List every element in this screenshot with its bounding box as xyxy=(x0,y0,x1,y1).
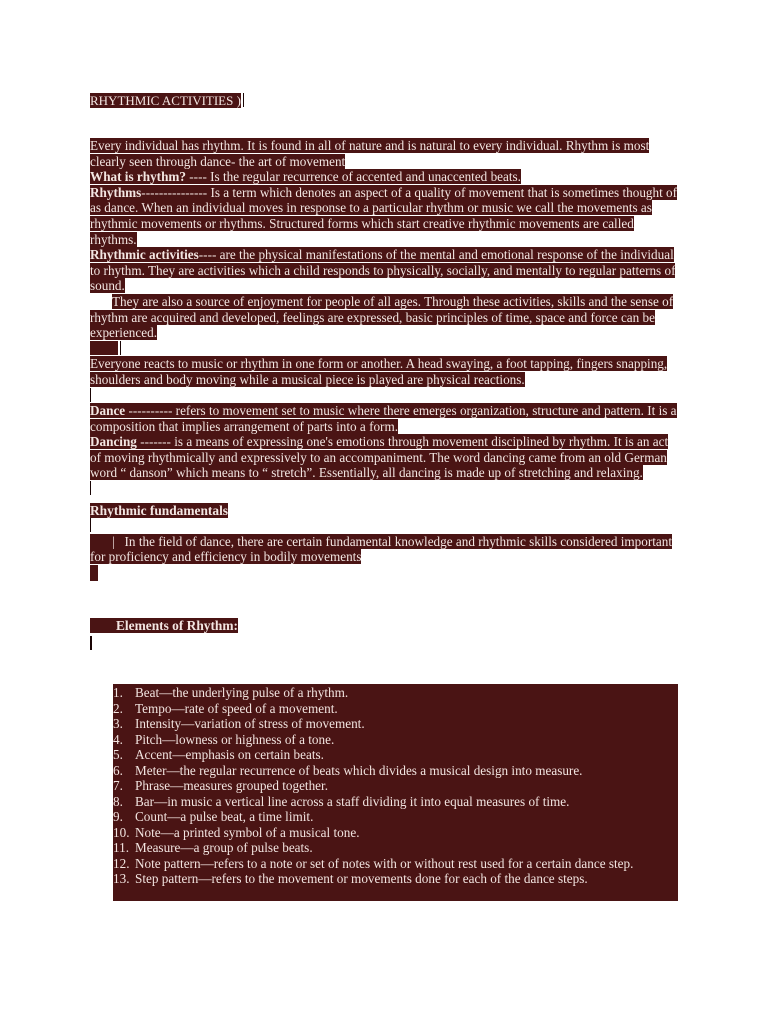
fundamentals-paragraph: | In the field of dance, there are certain fundamental knowledge and rhythmic skills considered important for proficiency and efficiency in bodily movements xyxy=(90,533,672,565)
list-item-text: Note pattern—refers to a note or set of notes with or without rest used for a certain dance step. xyxy=(135,855,634,871)
list-item xyxy=(113,809,673,825)
dance-text: ---------- refers to movement set to music where there emerges organization, structure and pattern. It is a composition that implies arrangement of parts into a form. xyxy=(90,403,677,434)
list-item-text: Note—a printed symbol of a musical tone. xyxy=(135,824,360,840)
elements-heading xyxy=(90,618,238,634)
list-item xyxy=(113,685,673,701)
list-item xyxy=(113,716,673,732)
reacts-text: Everyone reacts to music or rhythm in one form or another. A head swaying, a foot tapping, fingers snapping, shoulders and body moving while a musical piece is played are physical reactions. xyxy=(90,356,668,387)
reacts-paragraph xyxy=(90,356,678,387)
list-item-number: 8. xyxy=(113,793,123,809)
list-item xyxy=(113,747,673,763)
list-item-number: 13. xyxy=(113,871,130,886)
intro-paragraph xyxy=(90,138,678,169)
dancing-term: Dancing xyxy=(90,434,137,450)
list-item-text: Bar—in music a vertical line across a staff dividing it into equal measures of time. xyxy=(135,793,570,809)
list-item xyxy=(113,794,673,810)
text-cursor xyxy=(90,636,92,650)
document-title-text: RHYTHMIC ACTIVITIES ) xyxy=(90,93,241,108)
text-cursor xyxy=(120,341,121,355)
elements-heading-text: Elements of Rhythm: xyxy=(90,618,238,633)
intro-text: Every individual has rhythm. It is found in all of nature and is natural to every individual. Rhythm is most clearly seen through dance- the art of movement xyxy=(90,138,650,169)
rhythms-definition xyxy=(90,185,678,247)
list-item-text: Pitch—lowness or highness of a tone. xyxy=(135,731,335,747)
list-item-text: Beat—the underlying pulse of a rhythm. xyxy=(135,685,349,700)
rhythms-text: --------------- Is a term which denotes an aspect of a quality of movement that is sometimes thought of as dance. When an individual moves in response to a particular rhythm or music we call the movements as rhythmic movements or rhythms. Structured forms which start creative rhythmic movements are called rhythms. xyxy=(90,184,678,247)
rhythmic-activities-text: ---- are the physical manifestations of the mental and emotional response of the individual to rhythm. They are activities which a child responds to physically, socially, and mentally to regular patterns of sound. xyxy=(90,247,676,294)
dance-term: Dance xyxy=(90,403,126,419)
list-item xyxy=(113,763,673,779)
document-body xyxy=(90,138,678,583)
list-item-text: Tempo—rate of speed of a movement. xyxy=(135,700,338,716)
list-item-text: Intensity—variation of stress of movement. xyxy=(135,716,365,731)
rhythmic-activities-definition xyxy=(90,247,678,294)
dancing-definition xyxy=(90,434,678,481)
dancing-text: ------- is a means of expressing one's emotions through movement disciplined by rhythm. It is an act of moving rhythmically and expressively to an accompaniment. The word dancing came from an old German word “ danson” which means to “ stretch”. Essentially, all dancing is made up of stretching and relaxing. xyxy=(90,434,669,481)
empty-line-2 xyxy=(90,388,678,404)
rhythmic-activities-term: Rhythmic activities xyxy=(90,247,199,263)
text-cursor xyxy=(90,518,91,532)
rhythm-term: What is rhythm? xyxy=(90,169,186,185)
list-item-text: Accent—emphasis on certain beats. xyxy=(135,747,324,762)
list-item xyxy=(113,825,673,841)
list-item-number: 7. xyxy=(113,778,123,793)
highlight-mark xyxy=(90,565,98,581)
empty-line-5 xyxy=(90,565,678,583)
list-item-number: 1. xyxy=(113,685,123,700)
empty-line-3 xyxy=(90,481,678,497)
list-item-number: 2. xyxy=(113,700,123,716)
list-item xyxy=(113,732,673,748)
text-cursor xyxy=(243,93,244,107)
list-item xyxy=(113,856,673,872)
empty-line-4 xyxy=(90,518,678,534)
list-item xyxy=(113,778,673,794)
rhythm-definition xyxy=(90,169,678,185)
rhythms-term: Rhythms xyxy=(90,184,142,200)
list-item-number: 10. xyxy=(113,824,130,840)
list-item xyxy=(113,871,673,887)
list-item-number: 4. xyxy=(113,731,123,747)
list-item-text: Measure—a group of pulse beats. xyxy=(135,840,313,855)
list-item-text: Step pattern—refers to the movement or movements done for each of the dance steps. xyxy=(135,871,588,886)
list-item-number: 12. xyxy=(113,855,130,871)
list-item-number: 5. xyxy=(113,747,123,762)
list-item-number: 6. xyxy=(113,762,123,778)
fundamentals-heading xyxy=(90,503,678,519)
text-cursor xyxy=(90,388,91,402)
empty-line-1 xyxy=(90,341,678,357)
list-item-text: Meter—the regular recurrence of beats which divides a musical design into measure. xyxy=(135,762,583,778)
list-item-text: Count—a pulse beat, a time limit. xyxy=(135,809,314,824)
rhythm-text: ---- Is the regular recurrence of accented and unaccented beats. xyxy=(185,169,521,185)
document-title xyxy=(90,93,244,109)
enjoyment-paragraph xyxy=(90,294,678,341)
dance-definition xyxy=(90,403,678,434)
list-item-number: 3. xyxy=(113,716,123,731)
highlight-mark xyxy=(90,341,118,355)
elements-list xyxy=(113,685,673,887)
fundamentals-text: In the field of dance, there are certain fundamental knowledge and rhythmic skills considered important for proficiency and efficiency in bodily movements xyxy=(90,533,672,565)
list-item xyxy=(113,840,673,856)
list-item xyxy=(113,701,673,717)
list-item-number: 11. xyxy=(113,840,129,855)
text-cursor xyxy=(90,481,91,495)
fundamentals-heading-text: Rhythmic fundamentals xyxy=(90,502,229,518)
list-item-text: Phrase—measures grouped together. xyxy=(135,778,328,793)
list-item-number: 9. xyxy=(113,809,123,824)
enjoyment-text: They are also a source of enjoyment for people of all ages. Through these activities, skills and the sense of rhythm are acquired and developed, feelings are expressed, basic principles of time, space and force can be experienced. xyxy=(90,293,674,341)
